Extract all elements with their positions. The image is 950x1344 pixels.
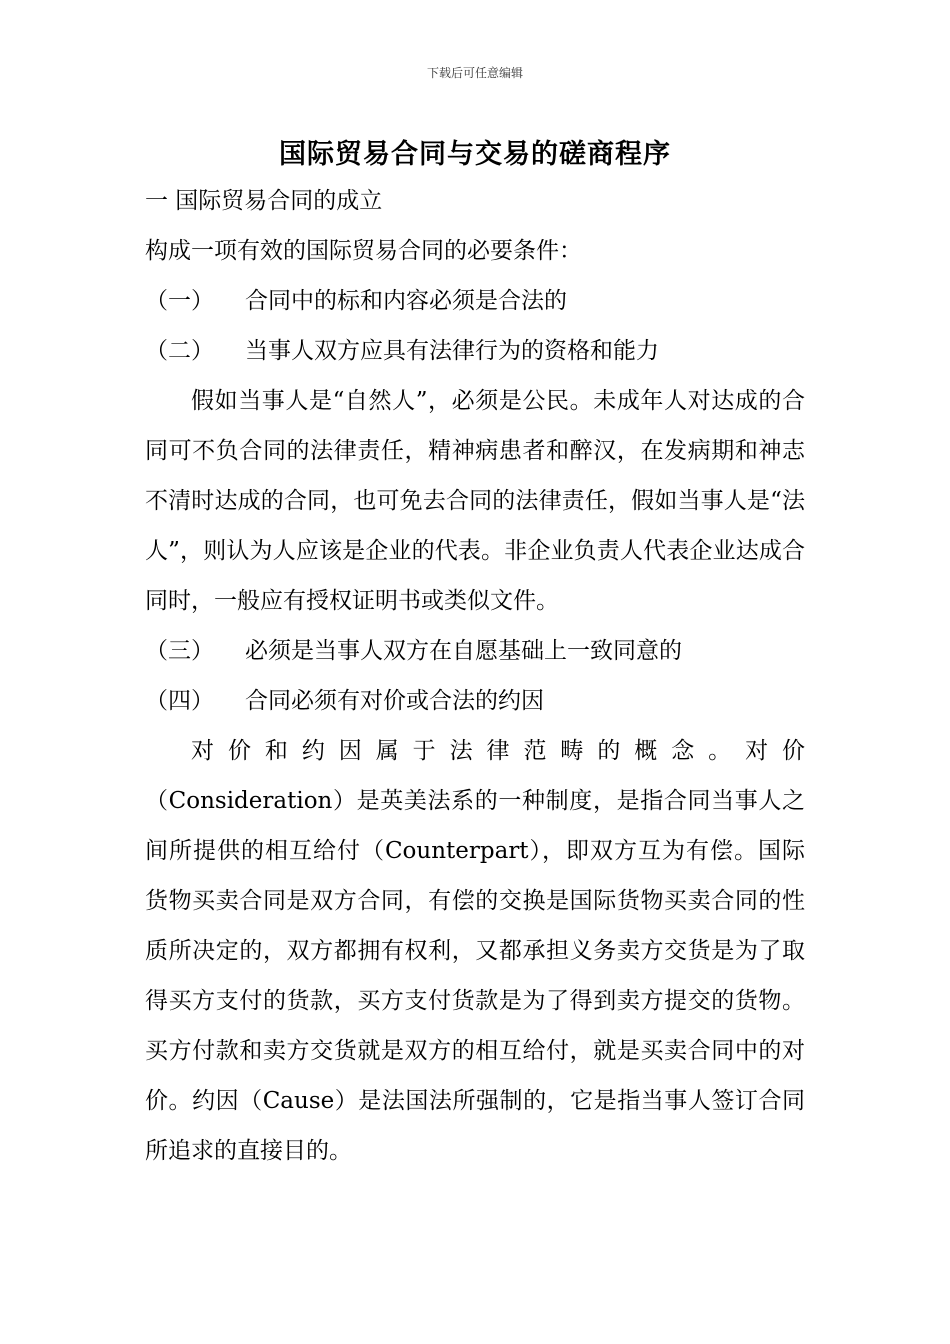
item-text: 合同中的标和内容必须是合法的 (245, 288, 567, 314)
paragraph-consideration: （Consideration）是英美法系的一种制度，是指合同当事人之间所提供的相互给付（Counterpart），即双方互为有偿。国际货物买卖合同是双方合同，有偿的交换是国际货物买卖合同的性质所决定的，双方都拥有权利，又都承担义务卖方交货是为了取得买方支付的货款，买方支付货款是为了得到卖方提交的货物。买方付款和卖方交货就是双方的相互给付，就是买卖合同中的对价。约因（Cause）是法国法所强制的，它是指当事人签订合同所追求的直接目的。 (145, 788, 805, 1164)
list-item (145, 676, 805, 726)
item-number: （二） (145, 338, 214, 364)
item-text: 当事人双方应具有法律行为的资格和能力 (245, 338, 659, 364)
list-item (145, 326, 805, 376)
document-title: 国际贸易合同与交易的磋商程序 (279, 139, 671, 170)
intro-line: 构成一项有效的国际贸易合同的必要条件： (145, 238, 582, 264)
paragraph-capacity: 假如当事人是“自然人”，必须是公民。未成年人对达成的合同可不负合同的法律责任，精神病患者和醉汉，在发病期和神志不清时达成的合同，也可免去合同的法律责任，假如当事人是“法人”，则认为人应该是企业的代表。非企业负责人代表企业达成合同时，一般应有授权证明书或类似文件。 (145, 388, 805, 614)
section-heading: 一 国际贸易合同的成立 (145, 188, 383, 214)
item-number: （一） (145, 288, 214, 314)
item-text: 必须是当事人双方在自愿基础上一致同意的 (245, 638, 682, 664)
header-note: 下载后可任意编辑 (426, 66, 523, 80)
item-text: 合同必须有对价或合法的约因 (245, 688, 544, 714)
item-number: （四） (145, 688, 214, 714)
item-number: （三） (145, 638, 214, 664)
list-item (145, 626, 805, 676)
paragraph-consideration-lead: 对价和约因属于法律范畴的概念。对价 (191, 738, 805, 764)
list-item (145, 276, 805, 326)
document-body (145, 176, 805, 1176)
